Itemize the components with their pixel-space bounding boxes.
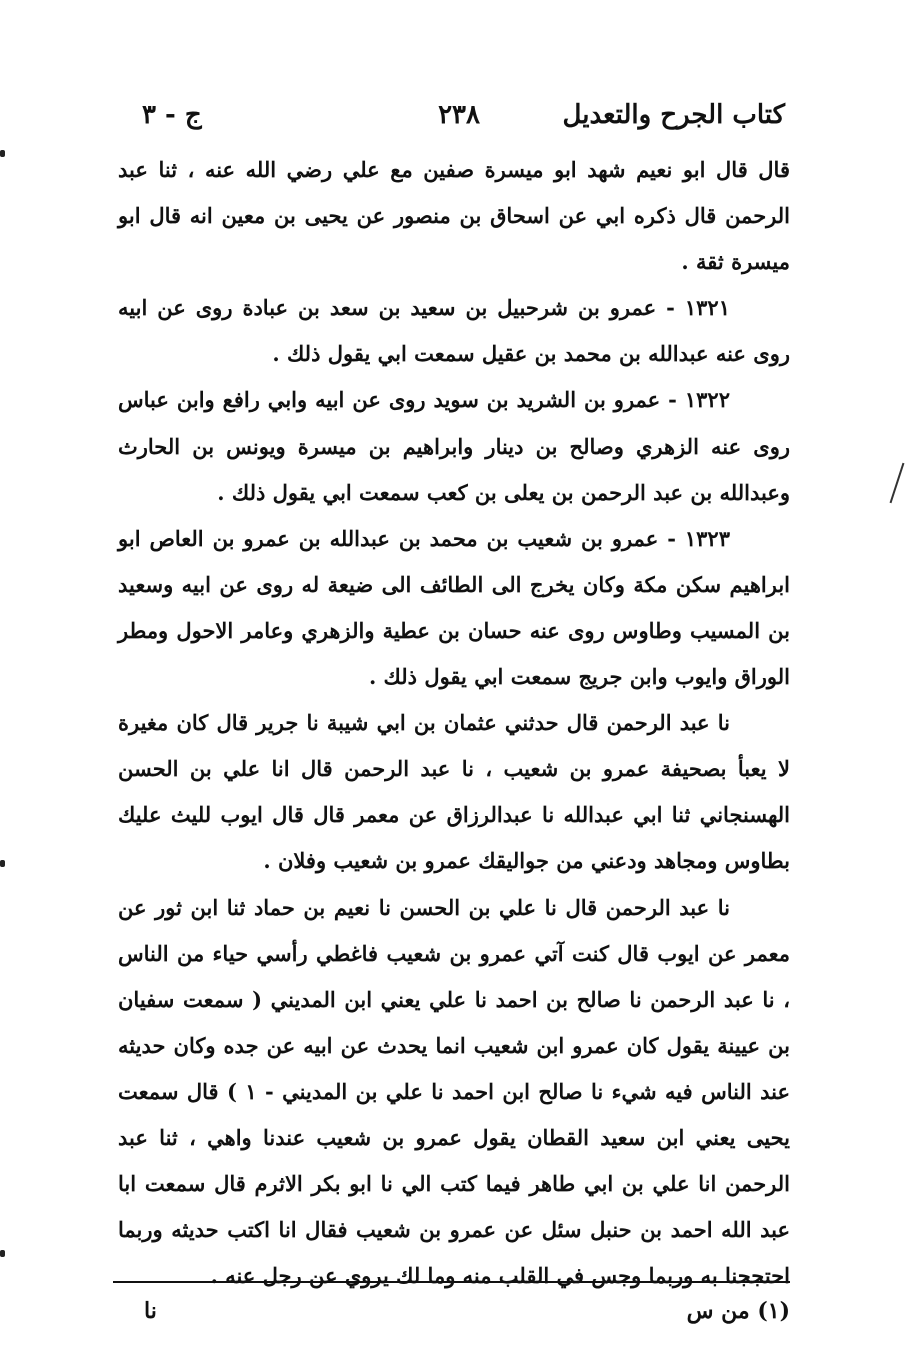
entry-1323: ١٣٢٣ - عمرو بن شعيب بن محمد بن عبدالله بن عمرو بن العاص ابو ابراهيم سكن مكة وكان يخرج الى الطائف الى ضيعة له روى عن ابيه وسعيد بن المسيب وطاوس روى عنه حسان بن عطية والزهري وعامر الاحول ومطر الوراق وايوب وابن جريج سمعت ابي يقول ذلك . [118,525,790,690]
entry-1321: ١٣٢١ - عمرو بن شرحبيل بن سعيد بن سعد بن عبادة روى عن ابيه روى عنه عبدالله بن محمد بن عقيل سمعت ابي يقول ذلك . [118,295,790,367]
scan-speck [0,1250,5,1257]
paragraph: نا عبد الرحمن قال حدثني عثمان بن ابي شيبة نا جرير قال كان مغيرة لا يعبأ بصحيفة عمرو بن شعيب ، نا عبد الرحمن قال انا علي بن الحسن الهسنجاني ثنا ابي عبدالله نا عبدالرزاق عن معمر قال قال ايوب لليث عليك بطاوس ومجاهد ودعني من جواليقك عمرو بن شعيب وفلان . [118,710,790,874]
volume-number: ج - ٣ [142,100,202,130]
scan-mark [890,463,905,504]
scan-speck [0,860,5,867]
footnote-reference: (١) من س [686,1298,790,1324]
scan-speck [0,150,5,157]
entry-1322: ١٣٢٢ - عمرو بن الشريد بن سويد روى عن ابيه وابي رافع وابن عباس روى عنه الزهري وصالح بن دينار وابراهيم بن ميسرة ويونس بن الحارث وعبدالله بن عبد الرحمن بن يعلى بن كعب سمعت ابي يقول ذلك . [118,387,790,505]
paragraph: قال قال ابو نعيم شهد ابو ميسرة صفين مع علي رضي الله عنه ، ثنا عبد الرحمن قال ذكره ابي عن اسحاق بن منصور عن يحيى بن معين انه قال ابو ميسرة ثقة . [118,157,790,275]
page-number: ٢٣٨ [438,100,480,130]
footnote [130,1298,790,1338]
running-header [130,100,785,140]
main-text [118,147,790,1299]
book-title: كتاب الجرح والتعديل [562,100,785,130]
footnote-divider [113,1281,790,1283]
footnote-text: نا [144,1298,157,1324]
paragraph: نا عبد الرحمن قال نا علي بن الحسن نا نعيم بن حماد ثنا ابن ثور عن معمر عن ايوب قال كنت آتي عمرو بن شعيب فاغطي رأسي حياء من الناس ، نا عبد الرحمن نا صالح بن احمد نا علي يعني ابن المديني ( سمعت سفيان بن عيينة يقول كان عمرو ابن شعيب انما يحدث عن ابيه عن جده وكان حديثه عند الناس فيه شيء نا صالح ابن احمد نا علي بن المديني - ١ ) قال سمعت يحيى يعني ابن سعيد القطان يقول عمرو بن شعيب عندنا واهي ، ثنا عبد الرحمن انا علي بن ابي طاهر فيما كتب الي نا ابو بكر الاثرم قال سمعت ابا عبد الله احمد بن حنبل سئل عن عمرو بن شعيب فقال انا اكتب حديثه وربما احتججنا به وربما وجس في القلب منه وما لك يروي عن رجل عنه . [118,894,790,1289]
